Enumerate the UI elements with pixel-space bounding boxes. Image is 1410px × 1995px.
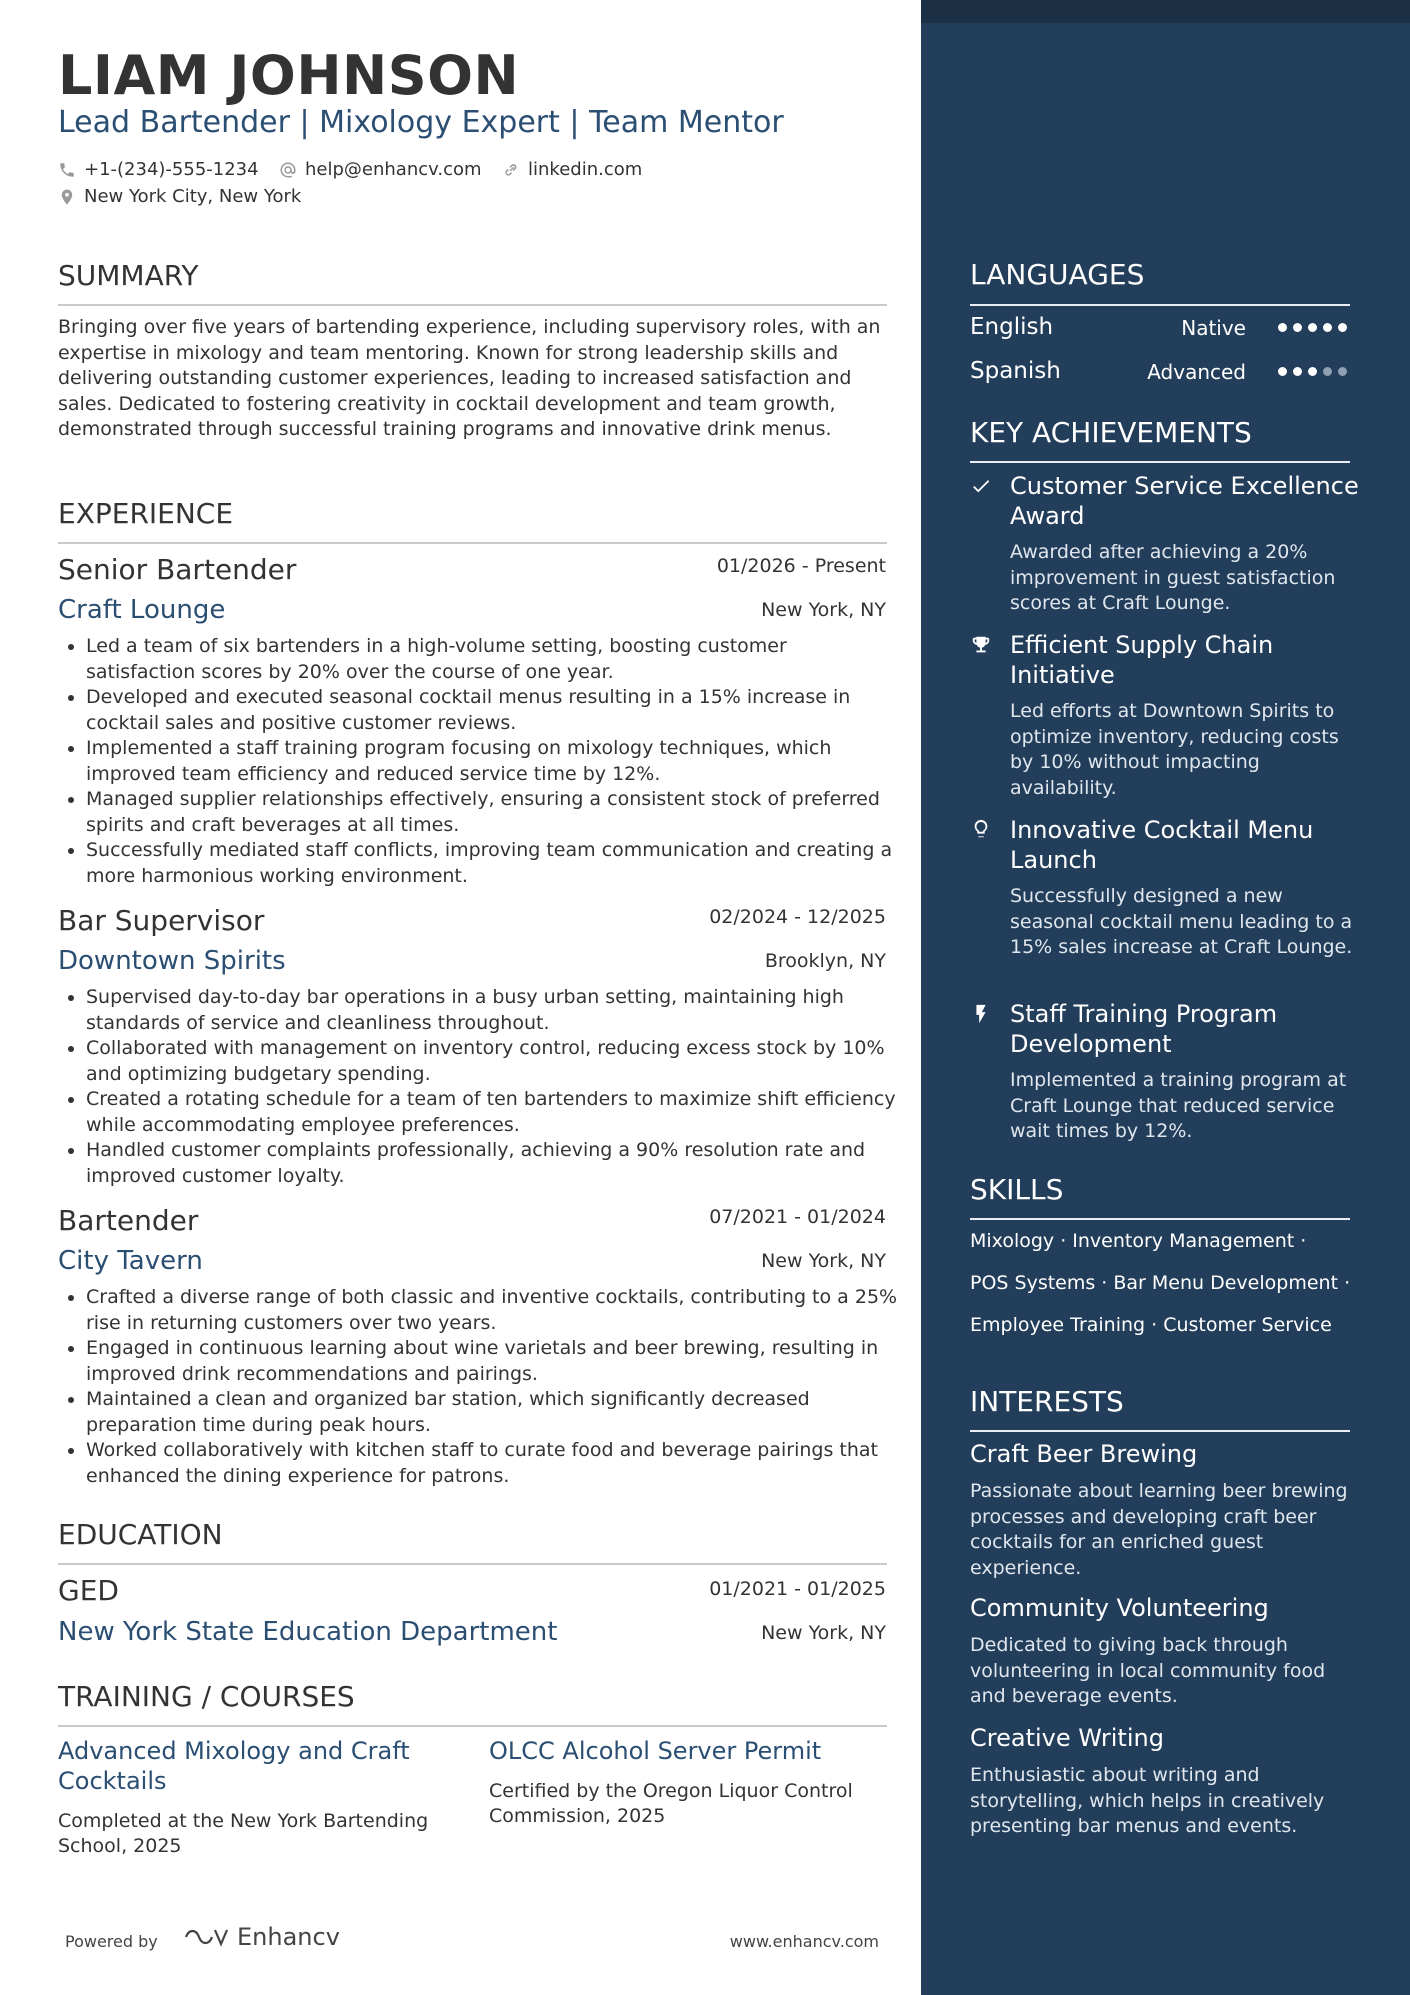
rating-dot — [1278, 367, 1287, 376]
enhancv-logo[interactable] — [183, 1923, 340, 1951]
contact-location — [58, 186, 301, 207]
bullet-item: • Implemented a staff training program focusing on mixology techniques, which improved team efficiency and reduced service time by 12%. — [86, 736, 898, 787]
interest-desc: Dedicated to giving back through volunteering in local community food and beverage events. — [970, 1634, 1326, 1707]
rating-dot — [1278, 323, 1287, 332]
location-text: New York City, New York — [84, 186, 302, 207]
skills-line: Employee Training · Customer Service — [970, 1314, 1332, 1336]
course-desc: Certified by the Oregon Liquor Control Commission, 2025 — [489, 1780, 853, 1827]
education-heading: EDUCATION — [58, 1518, 223, 1551]
sidebar — [921, 0, 1410, 1995]
skills-line: POS Systems · Bar Menu Development · — [970, 1272, 1351, 1294]
skills-divider — [970, 1218, 1350, 1220]
job-company: Downtown Spirits — [58, 946, 286, 976]
achievement-desc: Successfully designed a new seasonal cocktail menu leading to a 15% sales increase at Craft Lounge. — [1010, 885, 1353, 958]
rating-dot — [1338, 323, 1347, 332]
summary-text: Bringing over five years of bartending experience, including supervisory roles, with an expertise in mixology and team mentoring. Known for strong leadership skills and delivering outstanding customer experiences, leading to increased satisfaction and sales. Dedicated to fostering creativity in cocktail development and team growth, demonstrated through successful training programs and innovative drink menus. — [58, 316, 881, 440]
achievement-desc: Implemented a training program at Craft Lounge that reduced service wait times by 12%. — [1010, 1069, 1347, 1142]
location-pin-icon — [58, 188, 76, 206]
job-location: Brooklyn, NY — [764, 950, 886, 972]
powered-by-label: Powered by — [65, 1932, 158, 1951]
rating-dot — [1308, 367, 1317, 376]
bullet-item: • Engaged in continuous learning about wine varietals and beer brewing, resulting in improved drink recommendations and pairings. — [86, 1336, 898, 1387]
rating-dot — [1293, 323, 1302, 332]
language-rating — [1278, 323, 1347, 332]
experience-heading: EXPERIENCE — [58, 497, 234, 530]
language-rating — [1278, 367, 1347, 376]
bullet-item: • Successfully mediated staff conflicts, improving team communication and creating a more harmonious working environment. — [86, 838, 898, 889]
lightbulb-icon — [970, 818, 992, 840]
job-location: New York, NY — [761, 1250, 886, 1272]
bullet-item: • Collaborated with management on inventory control, reducing excess stock by 10% and optimizing budgetary spending. — [86, 1036, 898, 1087]
education-location: New York, NY — [761, 1622, 886, 1644]
bullet-item: • Crafted a diverse range of both classic and inventive cocktails, contributing to a 25% rise in returning customers over two years. — [86, 1285, 898, 1336]
at-icon — [279, 161, 297, 179]
interests-divider — [970, 1430, 1350, 1432]
bullet-item: • Supervised day-to-day bar operations in a busy urban setting, maintaining high standards of service and cleanliness throughout. — [86, 985, 898, 1036]
linkedin-text[interactable]: linkedin.com — [528, 159, 643, 180]
course-desc: Completed at the New York Bartending School, 2025 — [58, 1810, 429, 1857]
sidebar-top-bar — [921, 0, 1410, 23]
bullet-item: • Handled customer complaints professionally, achieving a 90% resolution rate and improved customer loyalty. — [86, 1138, 898, 1189]
achievement-title: Innovative Cocktail Menu Launch — [1010, 816, 1314, 874]
education-divider — [58, 1563, 887, 1565]
training-divider — [58, 1725, 887, 1727]
phone-icon — [58, 161, 76, 179]
training-heading: TRAINING / COURSES — [58, 1680, 355, 1713]
bullet-item: • Worked collaboratively with kitchen staff to curate food and beverage pairings that enhanced the dining experience for patrons. — [86, 1438, 898, 1489]
language-level: Advanced — [1147, 360, 1246, 384]
languages-heading: LANGUAGES — [970, 258, 1145, 291]
enhancv-logo-text: Enhancv — [237, 1923, 340, 1951]
contact-email[interactable] — [279, 159, 482, 180]
job-company: Craft Lounge — [58, 595, 226, 625]
bullet-item: • Led a team of six bartenders in a high-volume setting, boosting customer satisfaction scores by 20% over the course of one year. — [86, 634, 898, 685]
interest-desc: Enthusiastic about writing and storytelling, which helps in creatively presenting bar menus and events. — [970, 1764, 1325, 1837]
candidate-name: LIAM JOHNSON — [58, 44, 520, 107]
achievement-desc: Awarded after achieving a 20% improvement in guest satisfaction scores at Craft Lounge. — [1010, 541, 1336, 614]
job-company: City Tavern — [58, 1246, 203, 1276]
skills-heading: SKILLS — [970, 1173, 1064, 1206]
job-role: Bartender — [58, 1204, 199, 1237]
achievement-title: Efficient Supply Chain Initiative — [1010, 631, 1274, 689]
summary-divider — [58, 304, 887, 306]
education-degree: GED — [58, 1574, 119, 1607]
job-role: Senior Bartender — [58, 553, 297, 586]
link-icon — [502, 161, 520, 179]
job-dates: 02/2024 - 12/2025 — [709, 906, 886, 928]
bullet-item: • Created a rotating schedule for a team of ten bartenders to maximize shift efficiency while accommodating employee preferences. — [86, 1087, 898, 1138]
job-role: Bar Supervisor — [58, 904, 265, 937]
contact-linkedin[interactable] — [502, 159, 642, 180]
email-text[interactable]: help@enhancv.com — [305, 159, 482, 180]
bullet-item: • Managed supplier relationships effectively, ensuring a consistent stock of preferred spirits and craft beverages at all times. — [86, 787, 898, 838]
skills-line: Mixology · Inventory Management · — [970, 1230, 1307, 1252]
footer-url[interactable]: www.enhancv.com — [729, 1932, 879, 1951]
achievement-title: Staff Training Program Development — [1010, 1000, 1278, 1058]
rating-dot — [1338, 367, 1347, 376]
bullet-item: • Maintained a clean and organized bar station, which significantly decreased preparation time during peak hours. — [86, 1387, 898, 1438]
rating-dot — [1323, 323, 1332, 332]
contact-phone — [58, 159, 259, 180]
job-dates: 01/2026 - Present — [716, 555, 886, 577]
trophy-icon — [970, 634, 992, 656]
interests-heading: INTERESTS — [970, 1385, 1124, 1418]
summary-heading: SUMMARY — [58, 259, 199, 292]
lightning-icon — [970, 1003, 992, 1025]
achievement-title: Customer Service Excellence Award — [1010, 472, 1359, 530]
course-title: Advanced Mixology and Craft Cocktails — [58, 1737, 410, 1795]
achievement-desc: Led efforts at Downtown Spirits to optimize inventory, reducing costs by 10% without impacting availability. — [1010, 700, 1339, 799]
languages-divider — [970, 304, 1350, 306]
interest-desc: Passionate about learning beer brewing processes and developing craft beer cocktails for an enriched guest experience. — [970, 1480, 1348, 1579]
language-name: Spanish — [970, 358, 1061, 384]
job-bullets — [58, 1285, 898, 1489]
rating-dot — [1293, 367, 1302, 376]
language-name: English — [970, 314, 1054, 340]
checkmark-icon — [970, 475, 992, 497]
job-bullets — [58, 634, 898, 889]
rating-dot — [1323, 367, 1332, 376]
candidate-headline: Lead Bartender | Mixology Expert | Team Mentor — [58, 105, 784, 140]
course-title: OLCC Alcohol Server Permit — [489, 1737, 822, 1765]
enhancv-logo-icon — [183, 1925, 229, 1949]
achievements-divider — [970, 461, 1350, 463]
interest-title: Craft Beer Brewing — [970, 1440, 1198, 1468]
bullet-item: • Developed and executed seasonal cocktail menus resulting in a 15% increase in cocktail sales and positive customer reviews. — [86, 685, 898, 736]
language-level: Native — [1181, 316, 1246, 340]
rating-dot — [1308, 323, 1317, 332]
interest-title: Creative Writing — [970, 1724, 1164, 1752]
education-school: New York State Education Department — [58, 1617, 558, 1647]
interest-title: Community Volunteering — [970, 1594, 1269, 1622]
education-dates: 01/2021 - 01/2025 — [709, 1578, 886, 1600]
experience-divider — [58, 542, 887, 544]
phone-text: +1-(234)-555-1234 — [84, 159, 259, 180]
achievements-heading: KEY ACHIEVEMENTS — [970, 416, 1252, 449]
job-dates: 07/2021 - 01/2024 — [709, 1206, 886, 1228]
job-bullets — [58, 985, 898, 1189]
job-location: New York, NY — [761, 599, 886, 621]
